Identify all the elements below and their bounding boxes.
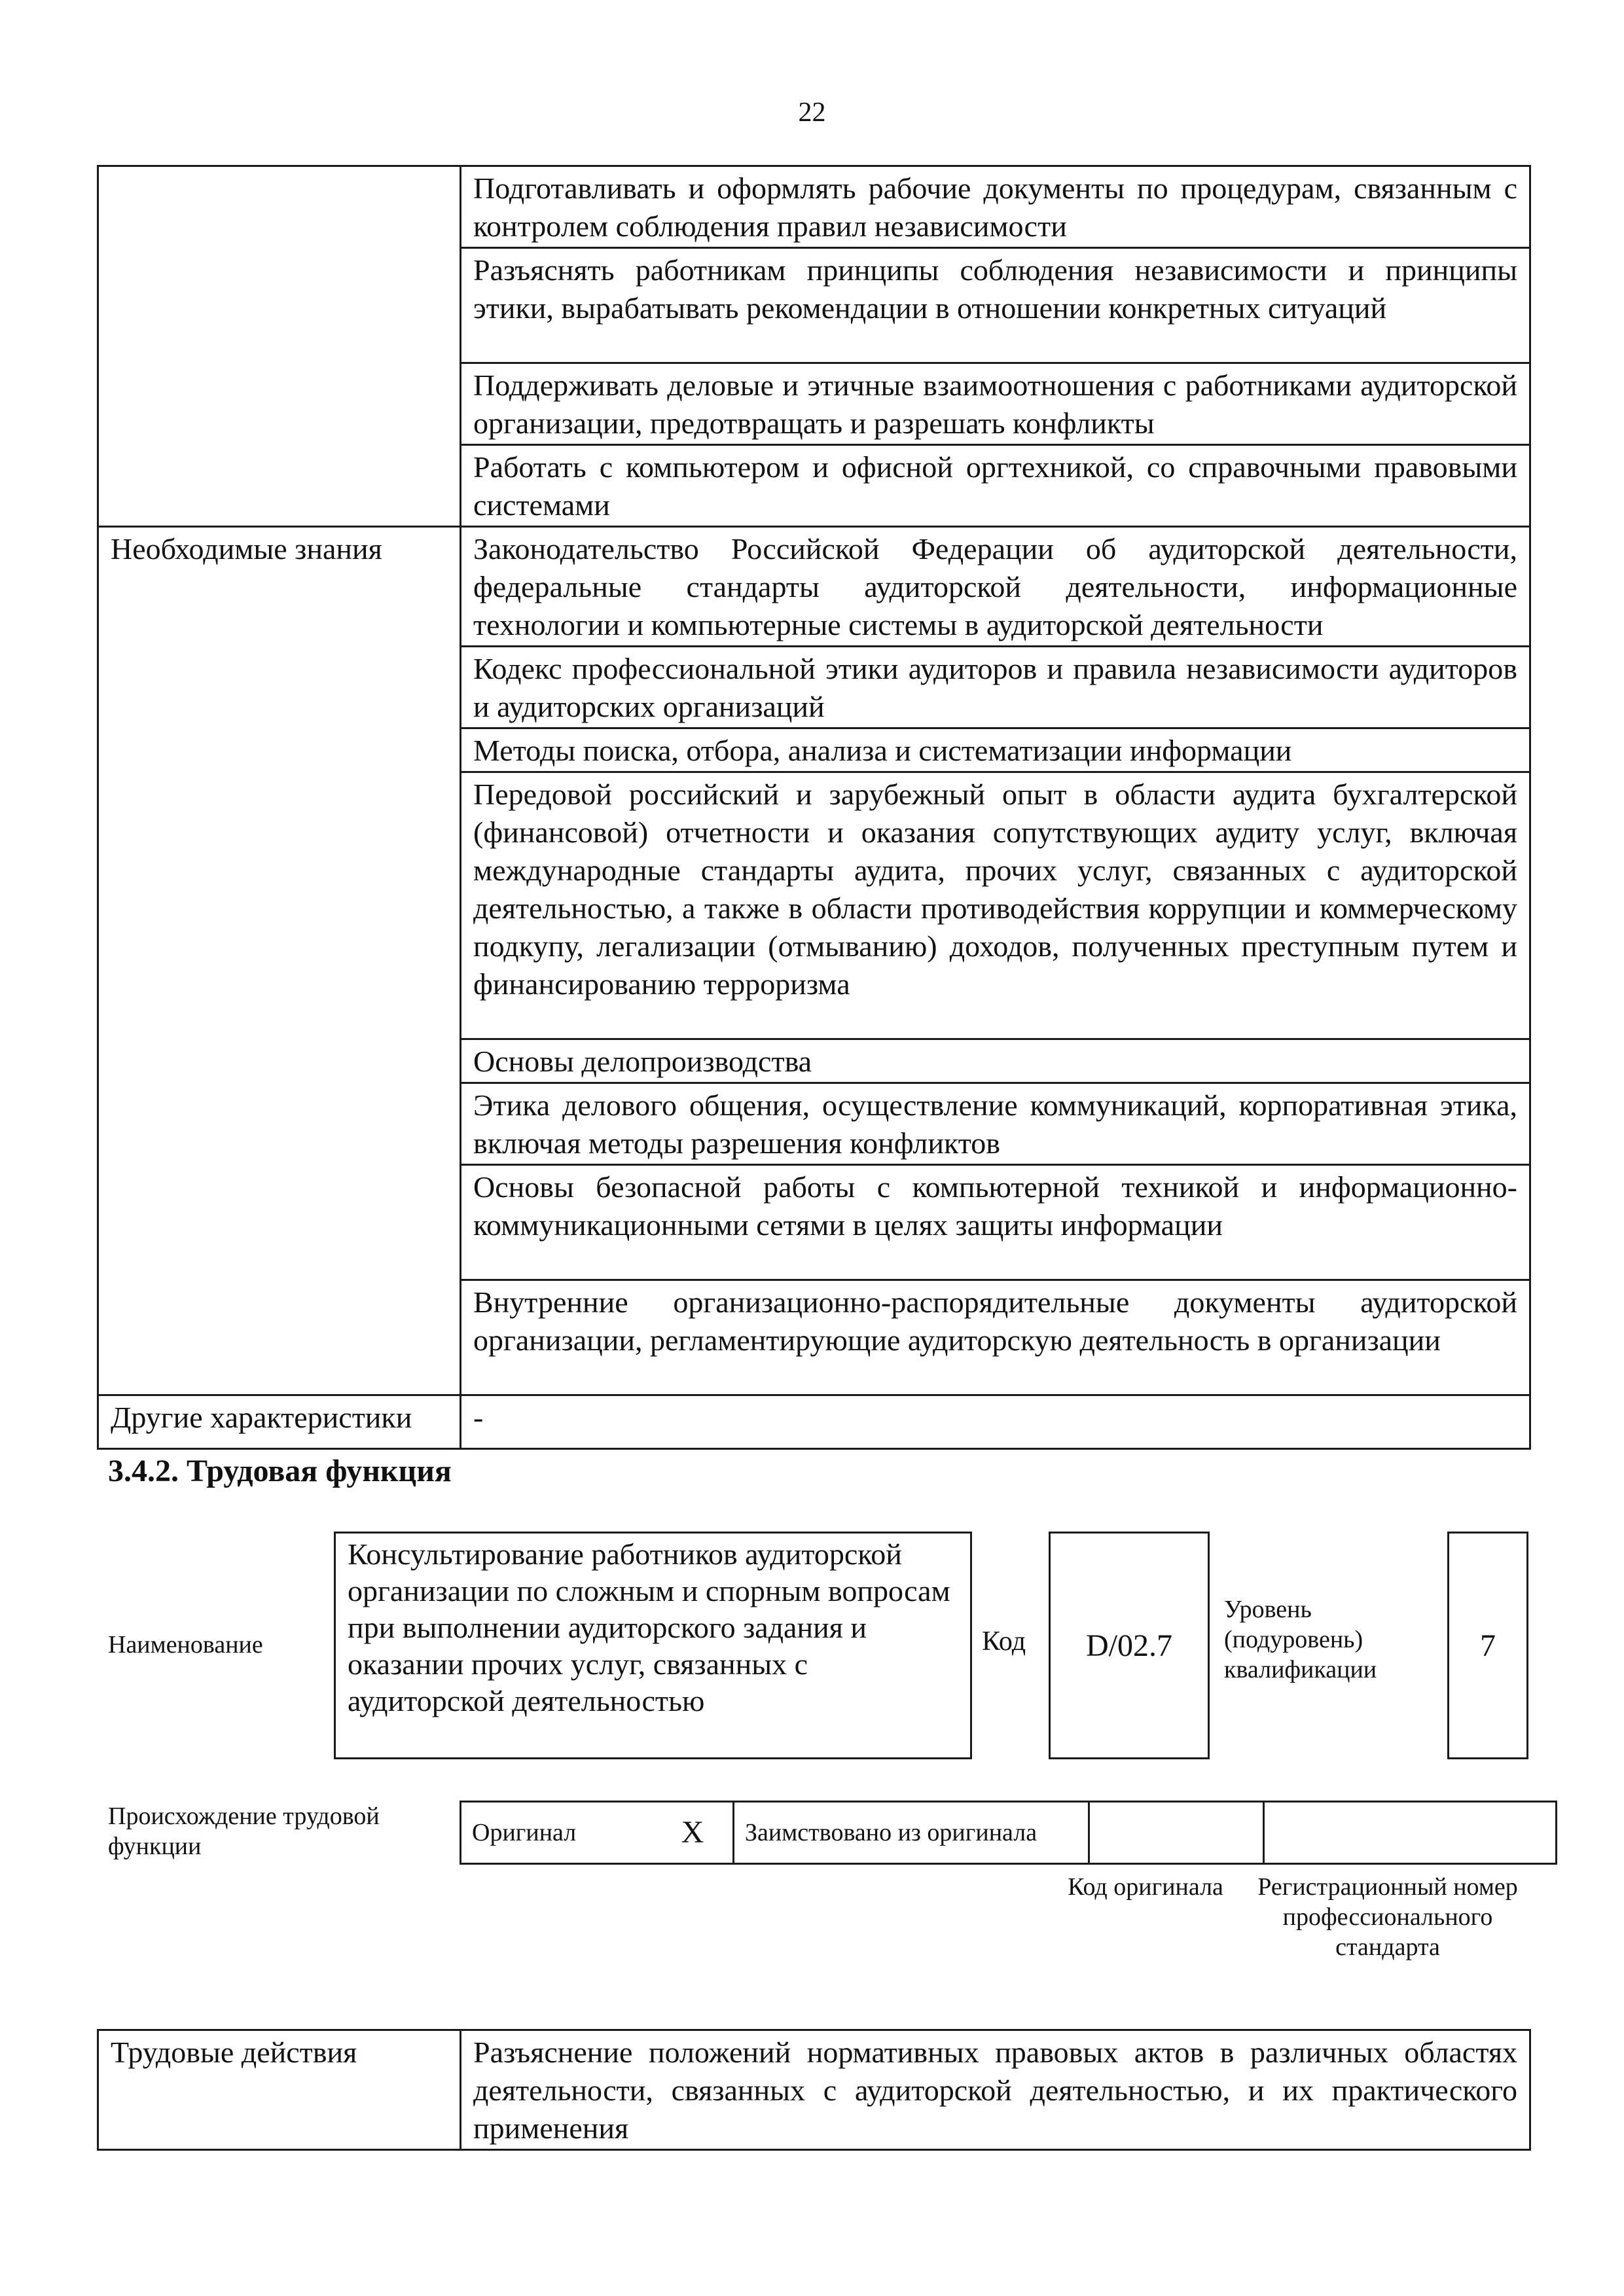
skill-cell: Поддерживать деловые и этичные взаимоотношения с работниками аудиторской организации, предотвращать и разрешать конфликты [461, 363, 1530, 445]
section-heading: 3.4.2. Трудовая функция [108, 1454, 452, 1488]
knowledge-cell: Основы делопроизводства [461, 1039, 1530, 1083]
level-value-box: 7 [1447, 1532, 1528, 1759]
level-label: Уровень (подуровень) квалификации [1224, 1596, 1377, 1683]
code-label: Код [982, 1626, 1026, 1657]
knowledge-cell: Методы поиска, отбора, анализа и систематизации информации [461, 728, 1530, 772]
original-mark: X [653, 1802, 734, 1864]
function-code-box: D/02.7 [1049, 1532, 1210, 1759]
name-label: Наименование [108, 1631, 263, 1659]
knowledge-cell: Этика делового общения, осуществление коммуникаций, корпоративная этика, включая методы разрешения конфликтов [461, 1083, 1530, 1165]
other-characteristics-label: Другие характеристики [98, 1395, 461, 1449]
table-row [98, 2030, 1530, 2150]
skills-label-cell [98, 166, 461, 527]
registration-number-cell [1264, 1802, 1557, 1864]
registration-number-caption: Регистрационный номер профессионального стандарта [1257, 1873, 1518, 1961]
knowledge-cell: Кодекс профессиональной этики аудиторов и правила независимости аудиторов и аудиторских организаций [461, 647, 1530, 728]
original-code-cell [1089, 1802, 1264, 1864]
other-characteristics-value: - [461, 1395, 1530, 1449]
labor-actions-table [97, 2029, 1531, 2151]
table-row [98, 166, 1530, 248]
table-row [98, 527, 1530, 647]
origin-label: Происхождение трудовой функции [108, 1803, 380, 1860]
knowledge-cell: Внутренние организационно-распорядительные документы аудиторской организации, регламентирующие аудиторскую деятельность в организации [461, 1280, 1530, 1395]
labor-actions-label: Трудовые действия [98, 2030, 461, 2150]
skill-cell: Разъяснять работникам принципы соблюдения независимости и принципы этики, вырабатывать рекомендации в отношении конкретных ситуаций [461, 248, 1530, 363]
skill-cell: Подготавливать и оформлять рабочие документы по процедурам, связанным с контролем соблюдения правил независимости [461, 166, 1530, 248]
original-label: Оригинал [461, 1802, 653, 1864]
knowledge-cell: Передовой российский и зарубежный опыт в области аудита бухгалтерской (финансовой) отчетности и оказания сопутствующих аудиту услуг, включая международные стандарты аудита, прочих услуг, связанных с аудиторской деятельностью, а также в области противодействия коррупции и коммерческому подкупу, легализации (отмыванию) доходов, полученных преступным путем и финансированию терроризма [461, 772, 1530, 1039]
knowledge-label: Необходимые знания [98, 527, 461, 1395]
original-code-caption: Код оригинала [1068, 1873, 1223, 1901]
table-row [461, 1802, 1557, 1864]
labor-action-cell: Разъяснение положений нормативных правовых актов в различных областях деятельности, связанных с аудиторской деятельностью, и их практического применения [461, 2030, 1530, 2150]
page-number: 22 [798, 98, 826, 128]
table-row [98, 1395, 1530, 1449]
knowledge-cell: Законодательство Российской Федерации об аудиторской деятельности, федеральные стандарты аудиторской деятельности, информационные технологии и компьютерные системы в аудиторской деятельности [461, 527, 1530, 647]
skill-cell: Работать с компьютером и офисной оргтехникой, со справочными правовыми системами [461, 445, 1530, 527]
origin-table [460, 1801, 1557, 1865]
function-name-box: Консультирование работников аудиторской организации по сложным и спорным вопросам при выполнении аудиторского задания и оказании прочих услуг, связанных с аудиторской деятельностью [334, 1532, 972, 1759]
knowledge-cell: Основы безопасной работы с компьютерной техникой и информационно-коммуникационными сетями в целях защиты информации [461, 1165, 1530, 1280]
borrowed-label: Заимствовано из оригинала [734, 1802, 1089, 1864]
skills-knowledge-table [97, 165, 1531, 1450]
